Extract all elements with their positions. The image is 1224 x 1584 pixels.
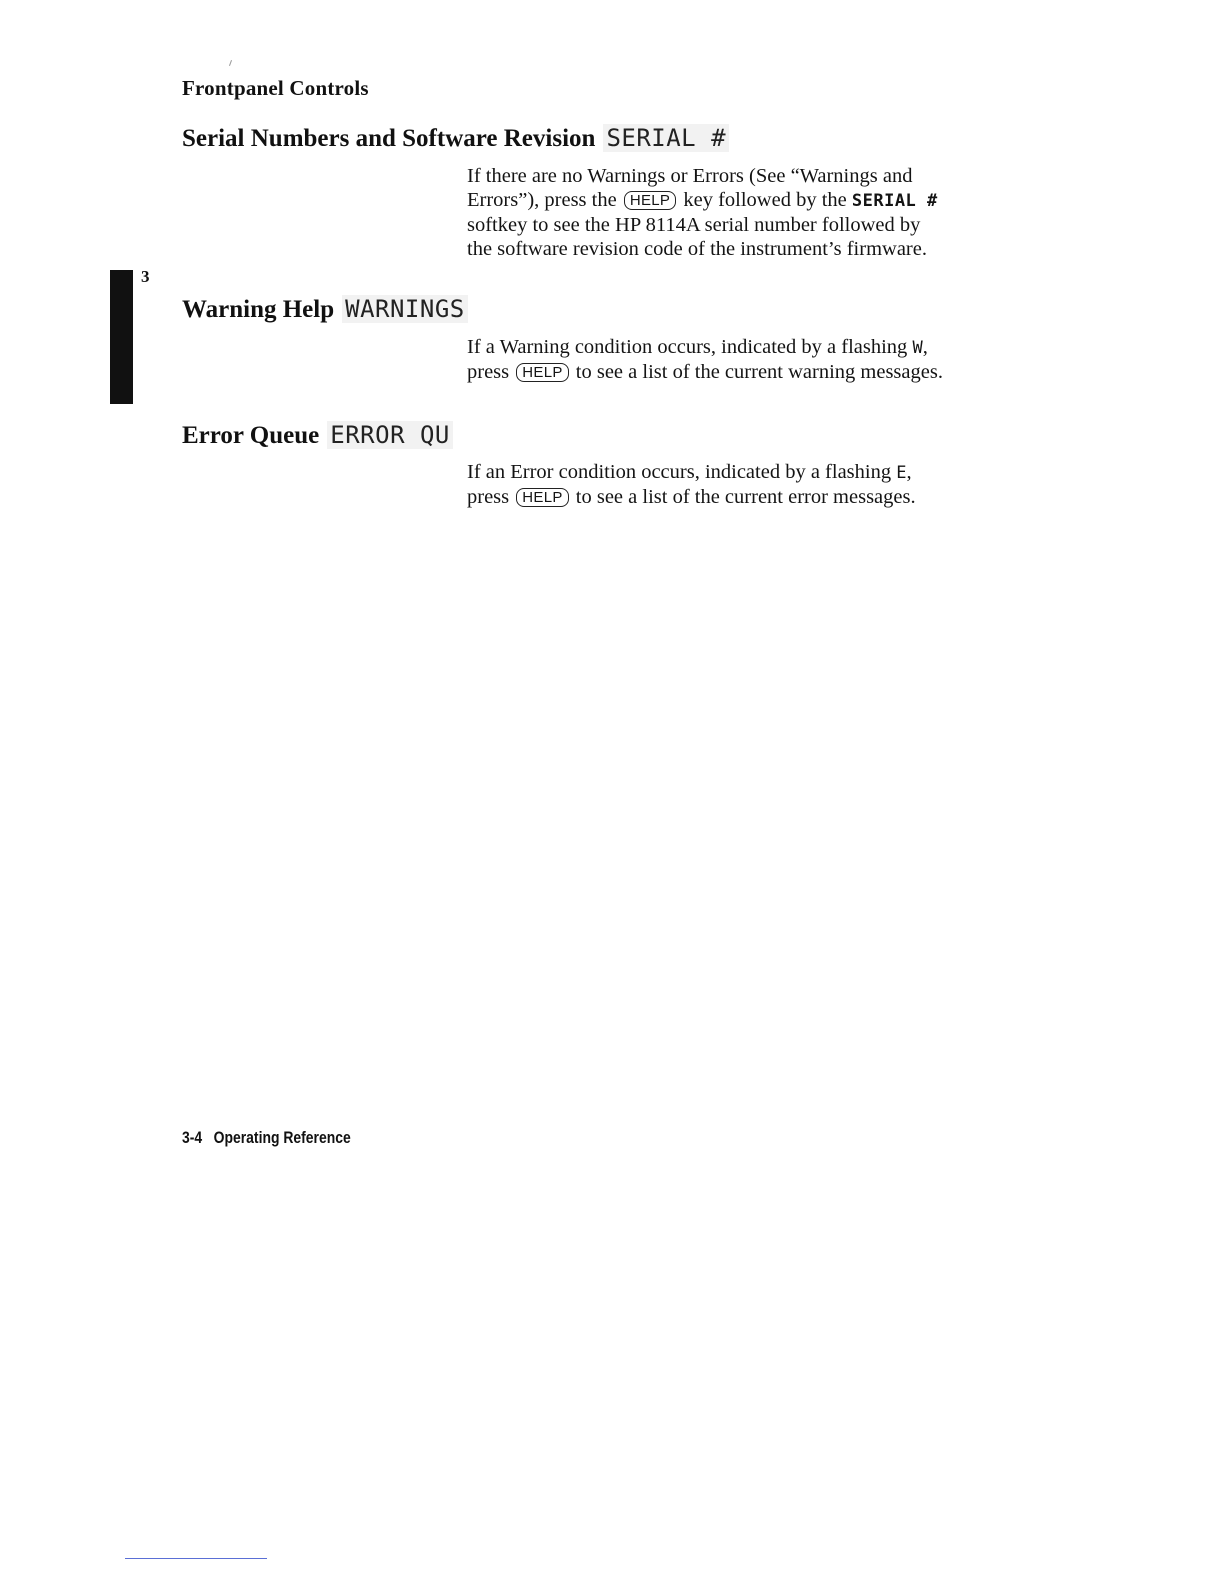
section-title-text: Error Queue: [182, 422, 320, 449]
softkey-label-warnings: WARNINGS: [342, 295, 468, 323]
body-line: If there are no Warnings or Errors (See “Warnings and: [467, 165, 913, 187]
body-line: [467, 360, 1027, 384]
help-key-icon: HELP: [516, 363, 568, 382]
footer-section-name: Operating Reference: [213, 1128, 351, 1147]
body-text-fragment: press: [467, 486, 510, 508]
bottom-rule: [125, 1558, 267, 1559]
running-head: Frontpanel Controls: [182, 76, 369, 100]
page-footer: [182, 1128, 351, 1148]
softkey-label-serial: SERIAL #: [603, 124, 729, 152]
scan-mark: [229, 60, 232, 66]
chapter-number: 3: [141, 267, 150, 286]
body-text-fragment: press: [467, 361, 510, 383]
body-text-fragment: If a Warning condition occurs, indicated by a flashing: [467, 336, 908, 358]
section-title-error-queue: [182, 421, 453, 450]
body-line: [467, 335, 1027, 360]
body-text-fragment: to see a list of the current error messages.: [575, 486, 916, 508]
body-text-fragment: If an Error condition occurs, indicated by a flashing: [467, 461, 892, 483]
error-indicator-char: E: [896, 463, 907, 483]
body-line: [467, 188, 1027, 213]
section-body-serial-numbers: [467, 164, 1027, 261]
body-text-fragment: ,: [906, 461, 912, 483]
section-title-text: Serial Numbers and Software Revision: [182, 125, 596, 152]
body-line: [467, 485, 1027, 509]
page-number: 3-4: [182, 1128, 203, 1147]
help-key-icon: HELP: [516, 488, 568, 507]
softkey-inline-serial: SERIAL #: [851, 191, 938, 211]
body-line: softkey to see the HP 8114A serial number followed by: [467, 214, 921, 236]
section-title-serial-numbers: [182, 124, 729, 153]
section-title-text: Warning Help: [182, 296, 335, 323]
help-key-icon: HELP: [624, 191, 676, 210]
softkey-label-error-qu: ERROR QU: [327, 421, 453, 449]
body-text-fragment: Errors”), press the: [467, 189, 617, 211]
warning-indicator-char: W: [912, 338, 923, 358]
body-line: the software revision code of the instrument’s firmware.: [467, 238, 927, 260]
section-body-warning-help: [467, 335, 1027, 384]
chapter-tab-bar: [110, 270, 133, 404]
body-line: [467, 460, 1027, 485]
section-title-warning-help: [182, 295, 468, 324]
body-text-fragment: ,: [922, 336, 928, 358]
body-text-fragment: to see a list of the current warning messages.: [575, 361, 943, 383]
section-body-error-queue: [467, 460, 1027, 509]
body-text-fragment: key followed by the: [683, 189, 847, 211]
